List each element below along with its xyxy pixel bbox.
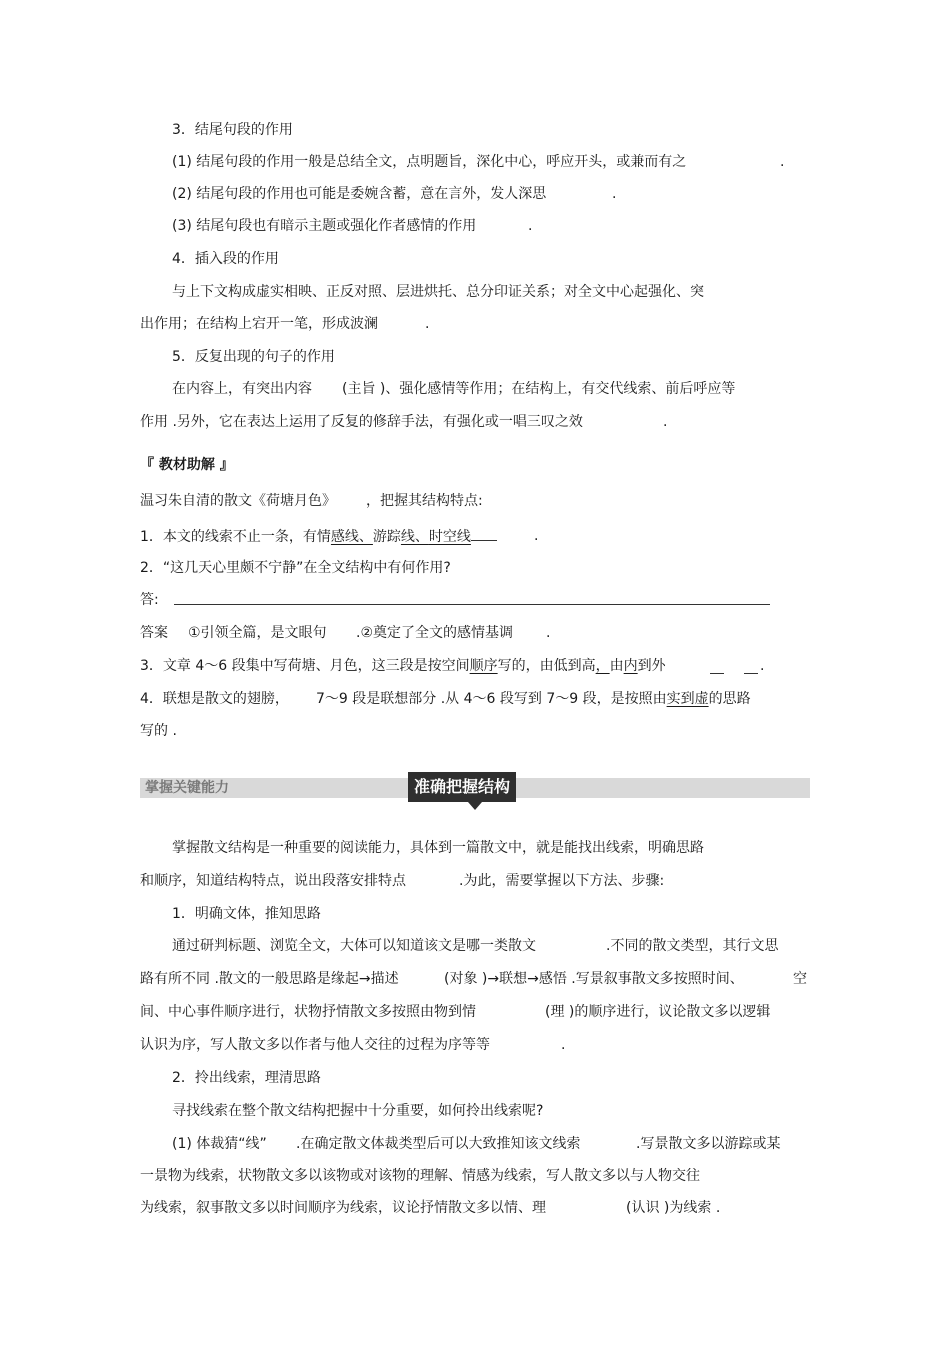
answer-label: 答:: [140, 592, 159, 608]
section-label-right: 准确把握结构: [408, 772, 516, 802]
question-3-text-b: 写的，由低到高: [497, 658, 596, 674]
body-para-3: 寻找线索在整个散文结构把握中十分重要，如何拎出线索呢?: [172, 1103, 544, 1119]
answer-key-2: .②奠定了全文的感情基调: [356, 625, 514, 641]
question-4: [316, 689, 751, 709]
body-para-2-b1: 路有所不同 .散文的一般思路是缘起→描述: [140, 971, 399, 987]
question-3-text: 3．文章 4～6 段集中写荷塘、月色，这三段是按空间: [140, 658, 470, 674]
question-1: [140, 526, 497, 547]
body-para-2-d2: .: [561, 1037, 566, 1053]
jiaocai-intro-2: ，把握其结构特点:: [366, 493, 483, 509]
question-3: [140, 656, 666, 676]
answer-key-end: .: [546, 625, 551, 641]
jiaocai-intro-1: 温习朱自清的散文《荷塘月色》: [140, 493, 336, 509]
question-1-text-b: 游踪: [372, 529, 401, 545]
body-heading-1: 1．明确文体，推知思路: [172, 906, 321, 922]
section-pointer-icon: [468, 802, 482, 810]
para-5-a1: 在内容上，有突出内容: [172, 381, 312, 397]
body-para-4-c1: 为线索，叙事散文多以时间顺序为线索，议论抒情散文多以情、理: [140, 1200, 546, 1216]
question-1-text: 1．本文的线索不止一条，有情: [140, 529, 331, 545]
question-4-text: 7～9 段是联想部分 .从 4～6 段写到 7～9 段，是按照由: [316, 691, 667, 707]
question-1-end: .: [534, 528, 539, 544]
question-4-text-c: 的思路: [708, 691, 751, 707]
question-3-blank-2: [744, 659, 758, 674]
body-para-4-c2: (认识 )为线索 .: [626, 1200, 721, 1216]
answer-blank-line: [174, 604, 770, 605]
body-para-2-d1: 认识为序，写人散文多以作者与他人交往的过程为序等等: [140, 1037, 490, 1053]
body-para-2-a2: .不同的散文类型，其行文思: [606, 938, 779, 954]
answer-key-label: 答案: [140, 625, 168, 641]
para-4-b: 出作用；在结构上宕开一笔，形成波澜: [140, 316, 378, 332]
body-para-2-b3: 空: [793, 971, 807, 987]
question-2: 2．“这几天心里颇不宁静”在全文结构中有何作用?: [140, 560, 451, 576]
para-3-2-end: .: [612, 186, 617, 202]
para-5-a2: (主旨 )、强化感情等作用；在结构上，有交代线索、前后呼应等: [342, 381, 736, 397]
body-para-4-a3: .写景散文多以游踪或某: [636, 1136, 781, 1152]
body-heading-2: 2．拎出线索，理清思路: [172, 1070, 321, 1086]
heading-5: 5．反复出现的句子的作用: [172, 349, 335, 365]
body-para-2-c2: (理 )的顺序进行，议论散文多以逻辑: [545, 1004, 771, 1020]
question-3-answer-1: 顺序: [469, 658, 498, 674]
question-3-text-d: 到外: [637, 658, 666, 674]
question-1-blank: [471, 526, 497, 541]
question-1-answer-3: 时空线: [428, 529, 471, 545]
body-para-2-a1: 通过研判标题、浏览全文，大体可以知道该文是哪一类散文: [172, 938, 536, 954]
question-4-a: 4．联想是散文的翅膀，: [140, 691, 289, 707]
para-3-1: (1) 结尾句段的作用一般是总结全文，点明题旨，深化中心，呼应开头，或兼而有之: [172, 154, 687, 170]
question-3-answer-3: 内: [623, 658, 638, 674]
para-3-1-end: .: [780, 154, 785, 170]
question-1-answer-2: 线、: [400, 529, 429, 545]
heading-3: 3．结尾句段的作用: [172, 122, 293, 138]
body-para-1-a: 掌握散文结构是一种重要的阅读能力，具体到一篇散文中，就是能找出线索，明确思路: [172, 840, 704, 856]
question-4-d: 写的 .: [140, 723, 177, 739]
question-4-answer: 实到虚: [666, 691, 709, 707]
question-3-blank-1: [710, 659, 724, 674]
jiaocai-heading: 『 教材助解 』: [140, 457, 234, 473]
para-3-3: (3) 结尾句段也有暗示主题或强化作者感情的作用: [172, 218, 477, 234]
para-4-b-end: .: [425, 316, 430, 332]
question-3-text-c: 由: [609, 658, 624, 674]
answer-key-1: ①引领全篇，是文眼句: [188, 625, 327, 641]
body-para-2-c1: 间、中心事件顺序进行，状物抒情散文多按照由物到情: [140, 1004, 476, 1020]
body-para-2-b2: (对象 )→联想→感悟 .写景叙事散文多按照时间、: [444, 971, 744, 987]
para-5-b-end: .: [663, 414, 668, 430]
body-para-4-a2: .在确定散文体裁类型后可以大致推知该文线索: [296, 1136, 581, 1152]
para-5-b: 作用 .另外，它在表达上运用了反复的修辞手法，有强化或一唱三叹之效: [140, 414, 583, 430]
body-para-1-b2: .为此，需要掌握以下方法、步骤:: [459, 873, 665, 889]
body-para-1-b1: 和顺序，知道结构特点，说出段落安排特点: [140, 873, 406, 889]
question-1-answer-1: 感线、: [330, 529, 373, 545]
para-4-a: 与上下文构成虚实相映、正反对照、层进烘托、总分印证关系；对全文中心起强化、突: [172, 284, 704, 300]
body-para-4-a1: (1) 体裁猜“线”: [172, 1136, 267, 1152]
body-para-4-b: 一景物为线索，状物散文多以该物或对该物的理解、情感为线索，写人散文多以与人物交往: [140, 1168, 700, 1184]
question-3-end: .: [760, 658, 765, 674]
para-3-2: (2) 结尾句段的作用也可能是委婉含蓄，意在言外，发人深思: [172, 186, 547, 202]
heading-4: 4．插入段的作用: [172, 251, 279, 267]
question-3-answer-2: ，: [595, 658, 610, 674]
section-label-left: 掌握关键能力: [145, 780, 229, 796]
para-3-3-end: .: [528, 218, 533, 234]
